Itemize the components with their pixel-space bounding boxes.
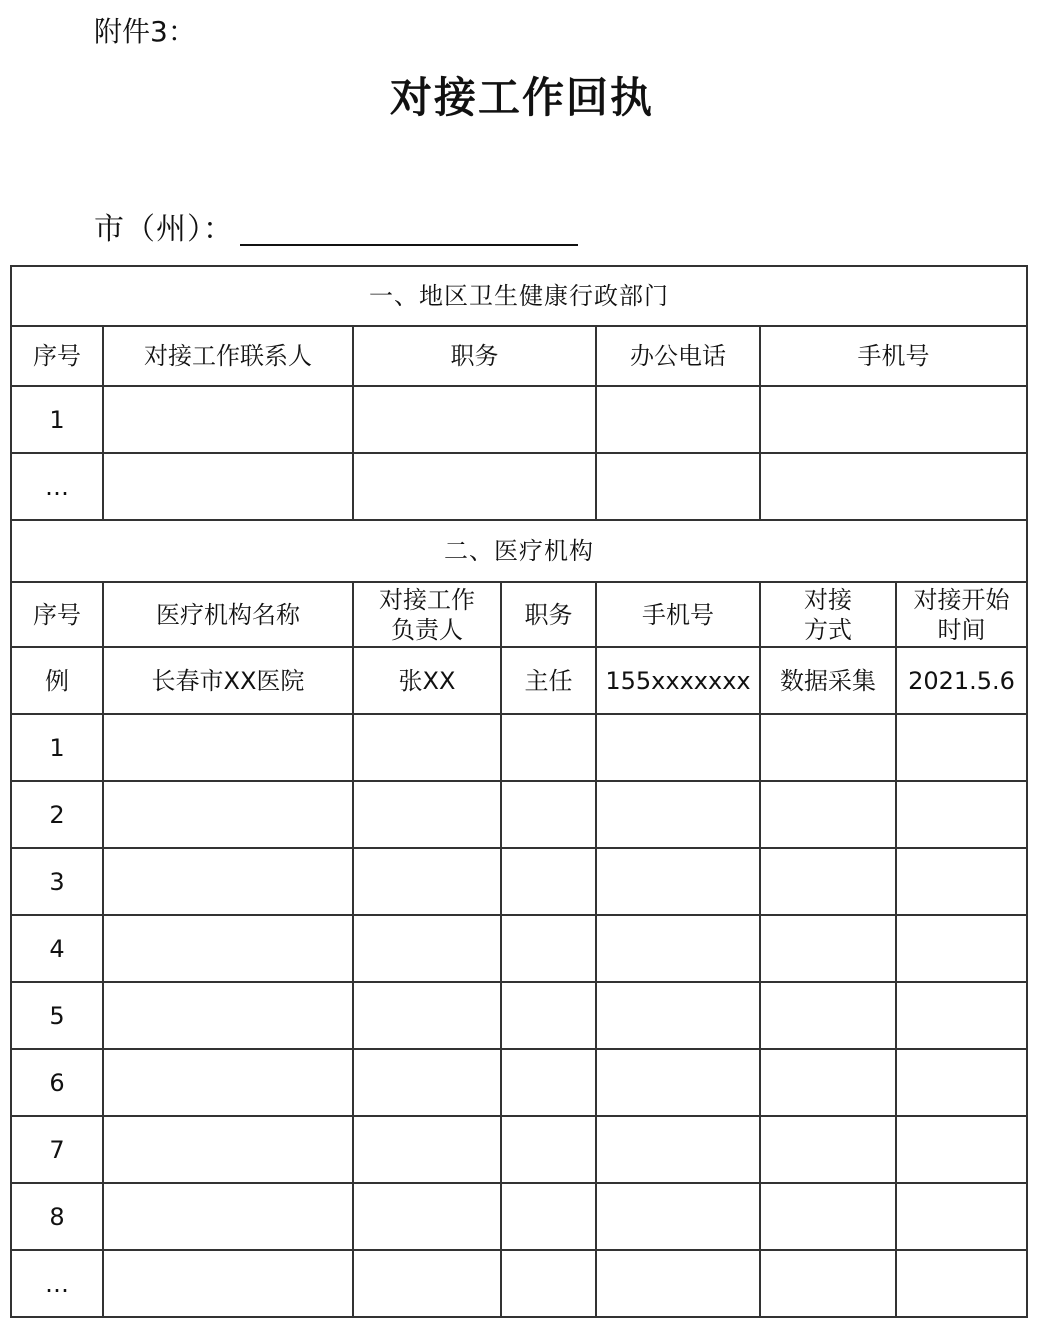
attachment-label: 附件3： xyxy=(94,15,196,48)
s2-example-position: 主任 xyxy=(501,647,596,714)
s2-header-start-line2: 时间 xyxy=(937,615,986,644)
s2-row-seq: 5 xyxy=(11,982,103,1049)
s2-row-position-cell[interactable] xyxy=(501,714,596,781)
s2-row-position-cell[interactable] xyxy=(501,1183,596,1250)
s2-row-mobile-cell[interactable] xyxy=(596,848,760,915)
s2-row-method-cell[interactable] xyxy=(760,1183,896,1250)
s2-header-position: 职务 xyxy=(501,582,596,647)
s1-header-position: 职务 xyxy=(353,326,596,386)
section2-heading-row xyxy=(11,520,1027,582)
s2-row-seq: 7 xyxy=(11,1116,103,1183)
s2-example-start: 2021.5.6 xyxy=(896,647,1027,714)
s2-row-seq: 4 xyxy=(11,915,103,982)
s2-row-person-cell[interactable] xyxy=(353,982,501,1049)
table-row xyxy=(11,1116,1027,1183)
s2-row-method-cell[interactable] xyxy=(760,1250,896,1317)
s2-row-institution-cell[interactable] xyxy=(103,781,353,848)
table-row xyxy=(11,1250,1027,1317)
section1-heading: 一、地区卫生健康行政部门 xyxy=(11,266,1027,326)
s2-row-start-cell[interactable] xyxy=(896,1183,1027,1250)
s2-row-method-cell[interactable] xyxy=(760,781,896,848)
s2-row-position-cell[interactable] xyxy=(501,848,596,915)
s2-row-seq: 8 xyxy=(11,1183,103,1250)
s2-example-seq: 例 xyxy=(11,647,103,714)
s2-row-method-cell[interactable] xyxy=(760,915,896,982)
s1-header-mobile: 手机号 xyxy=(760,326,1027,386)
table-row xyxy=(11,848,1027,915)
table-row xyxy=(11,781,1027,848)
s2-example-method: 数据采集 xyxy=(760,647,896,714)
s2-row-institution-cell[interactable] xyxy=(103,915,353,982)
table-row xyxy=(11,915,1027,982)
document-title: 对接工作回执 xyxy=(389,73,654,122)
s2-row-start-cell[interactable] xyxy=(896,915,1027,982)
s2-example-row xyxy=(11,647,1027,714)
s2-row-person-cell[interactable] xyxy=(353,1116,501,1183)
s1-row-contact-cell[interactable] xyxy=(103,386,353,453)
s2-row-person-cell[interactable] xyxy=(353,1250,501,1317)
s2-row-mobile-cell[interactable] xyxy=(596,1049,760,1116)
city-label: 市（州）： xyxy=(94,212,234,247)
s2-row-position-cell[interactable] xyxy=(501,982,596,1049)
s2-row-method-cell[interactable] xyxy=(760,1049,896,1116)
s2-header-method xyxy=(760,582,896,647)
s2-example-institution: 长春市XX医院 xyxy=(103,647,353,714)
s2-row-person-cell[interactable] xyxy=(353,714,501,781)
s2-row-start-cell[interactable] xyxy=(896,1116,1027,1183)
s1-row-contact-cell[interactable] xyxy=(103,453,353,520)
table-row xyxy=(11,1049,1027,1116)
s2-row-person-cell[interactable] xyxy=(353,848,501,915)
s2-example-person: 张XX xyxy=(353,647,501,714)
s2-row-method-cell[interactable] xyxy=(760,714,896,781)
table-row xyxy=(11,982,1027,1049)
s2-row-method-cell[interactable] xyxy=(760,1116,896,1183)
s1-row-position-cell[interactable] xyxy=(353,453,596,520)
s2-row-start-cell[interactable] xyxy=(896,982,1027,1049)
s2-row-seq: 2 xyxy=(11,781,103,848)
s2-row-person-cell[interactable] xyxy=(353,1049,501,1116)
s2-row-institution-cell[interactable] xyxy=(103,1049,353,1116)
s2-header-person-line2: 负责人 xyxy=(391,615,463,644)
s2-row-person-cell[interactable] xyxy=(353,1183,501,1250)
s1-header-seq: 序号 xyxy=(11,326,103,386)
s1-row-seq: 1 xyxy=(11,386,103,453)
s2-row-mobile-cell[interactable] xyxy=(596,1116,760,1183)
s2-row-method-cell[interactable] xyxy=(760,848,896,915)
s2-row-seq: … xyxy=(11,1250,103,1317)
reply-form-table xyxy=(10,265,1028,1318)
s2-row-start-cell[interactable] xyxy=(896,781,1027,848)
s2-row-start-cell[interactable] xyxy=(896,1250,1027,1317)
s2-row-mobile-cell[interactable] xyxy=(596,1183,760,1250)
s2-row-position-cell[interactable] xyxy=(501,915,596,982)
s2-row-mobile-cell[interactable] xyxy=(596,982,760,1049)
s2-row-position-cell[interactable] xyxy=(501,1049,596,1116)
table-row xyxy=(11,1183,1027,1250)
s2-row-seq: 1 xyxy=(11,714,103,781)
s1-header-office-phone: 办公电话 xyxy=(596,326,760,386)
s2-header-method-line2: 方式 xyxy=(804,615,852,644)
s2-header-start-line1: 对接开始 xyxy=(913,585,1010,614)
s1-table-row xyxy=(11,453,1027,520)
s2-row-person-cell[interactable] xyxy=(353,781,501,848)
s2-row-institution-cell[interactable] xyxy=(103,1183,353,1250)
section1-heading-row xyxy=(11,266,1027,326)
s2-header-person xyxy=(353,582,501,647)
s2-header-start xyxy=(896,582,1027,647)
city-field-row xyxy=(94,210,578,250)
s1-row-mobile-cell[interactable] xyxy=(760,453,1027,520)
s1-row-seq: … xyxy=(11,453,103,520)
s1-table-row xyxy=(11,386,1027,453)
s2-row-start-cell[interactable] xyxy=(896,714,1027,781)
s1-row-office-phone-cell[interactable] xyxy=(596,453,760,520)
s2-row-institution-cell[interactable] xyxy=(103,714,353,781)
s2-row-person-cell[interactable] xyxy=(353,915,501,982)
s2-row-mobile-cell[interactable] xyxy=(596,1250,760,1317)
s2-row-start-cell[interactable] xyxy=(896,1049,1027,1116)
s2-row-position-cell[interactable] xyxy=(501,781,596,848)
s2-header-person-line1: 对接工作 xyxy=(379,585,475,614)
s2-row-method-cell[interactable] xyxy=(760,982,896,1049)
s2-header-mobile: 手机号 xyxy=(596,582,760,647)
s1-row-mobile-cell[interactable] xyxy=(760,386,1027,453)
s2-row-mobile-cell[interactable] xyxy=(596,781,760,848)
s2-row-institution-cell[interactable] xyxy=(103,1250,353,1317)
s2-row-seq: 3 xyxy=(11,848,103,915)
s2-row-mobile-cell[interactable] xyxy=(596,915,760,982)
s2-header-institution: 医疗机构名称 xyxy=(103,582,353,647)
s2-example-mobile: 155xxxxxxx xyxy=(596,647,760,714)
s2-row-institution-cell[interactable] xyxy=(103,1116,353,1183)
s2-row-institution-cell[interactable] xyxy=(103,848,353,915)
s2-header-seq: 序号 xyxy=(11,582,103,647)
s2-row-mobile-cell[interactable] xyxy=(596,714,760,781)
s1-row-office-phone-cell[interactable] xyxy=(596,386,760,453)
s2-row-start-cell[interactable] xyxy=(896,848,1027,915)
s2-row-seq: 6 xyxy=(11,1049,103,1116)
s2-row-position-cell[interactable] xyxy=(501,1116,596,1183)
section2-heading: 二、医疗机构 xyxy=(11,520,1027,582)
table-row xyxy=(11,714,1027,781)
section1-header-row xyxy=(11,326,1027,386)
section2-header-row xyxy=(11,582,1027,647)
city-input-blank[interactable] xyxy=(240,212,578,246)
s2-row-institution-cell[interactable] xyxy=(103,982,353,1049)
s1-row-position-cell[interactable] xyxy=(353,386,596,453)
s2-header-method-line1: 对接 xyxy=(804,585,852,614)
s1-header-contact: 对接工作联系人 xyxy=(103,326,353,386)
s2-row-position-cell[interactable] xyxy=(501,1250,596,1317)
